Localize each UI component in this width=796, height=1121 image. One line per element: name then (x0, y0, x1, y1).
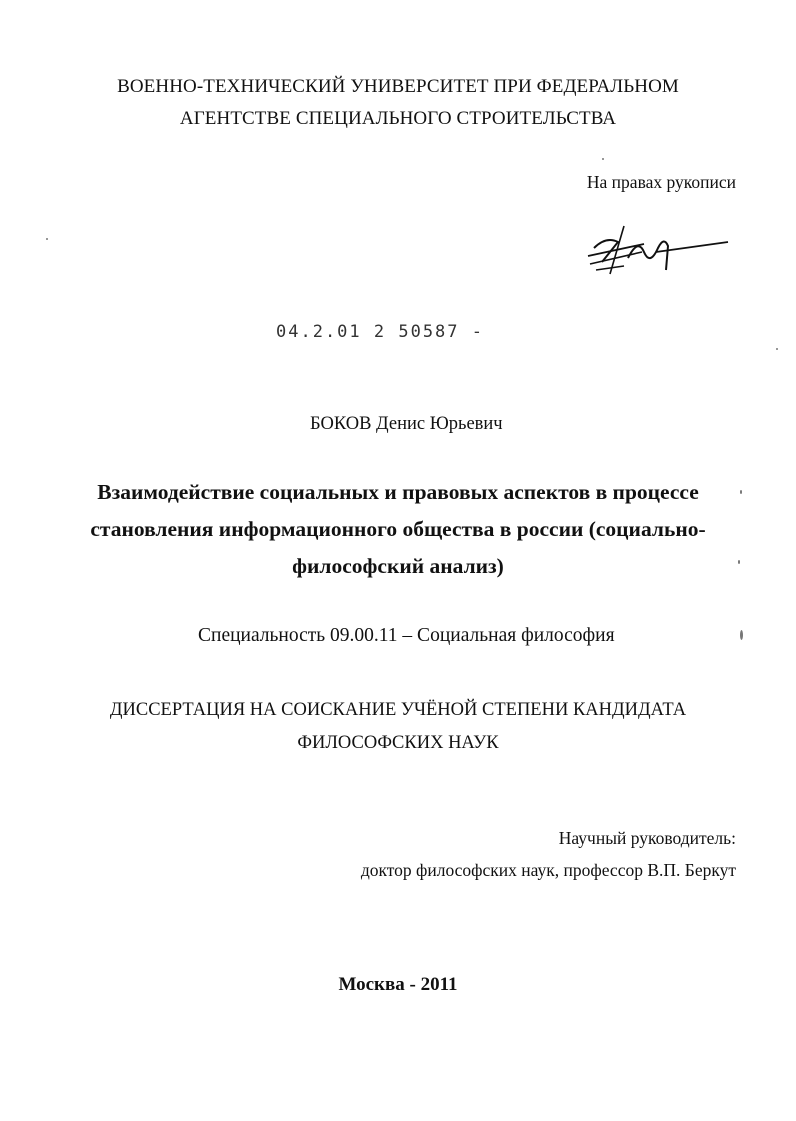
scan-speck (46, 238, 48, 240)
specialty: Специальность 09.00.11 – Социальная философия (198, 625, 615, 646)
scan-speck (740, 490, 742, 494)
institution-line-2: АГЕНТСТВЕ СПЕЦИАЛЬНОГО СТРОИТЕЛЬСТВА (179, 108, 617, 129)
dissertation-line-2: ФИЛОСОФСКИХ НАУК (297, 733, 499, 753)
scan-speck (776, 348, 778, 350)
dissertation-line-1: ДИССЕРТАЦИЯ НА СОИСКАНИЕ УЧЁНОЙ СТЕПЕНИ КАНДИДАТА (109, 700, 687, 720)
manuscript-note: На правах рукописи (586, 172, 736, 192)
institution-line-1: ВОЕННО-ТЕХНИЧЕСКИЙ УНИВЕРСИТЕТ ПРИ ФЕДЕРАЛЬНОМ (117, 76, 679, 97)
registration-number: 04.2.01 2 50587 - (276, 322, 484, 342)
scan-speck (602, 158, 604, 160)
author-name: БОКОВ Денис Юрьевич (310, 414, 503, 434)
scan-speck (738, 560, 740, 564)
supervisor-label: Научный руководитель: (558, 828, 736, 848)
scan-speck (740, 630, 743, 640)
title-line-3: философский анализ) (292, 554, 504, 578)
supervisor-name: доктор философских наук, профессор В.П. Беркут (360, 860, 736, 880)
title-line-2: становления информационного общества в россии (социально- (90, 517, 706, 541)
city-year: Москва - 2011 (338, 974, 458, 995)
title-line-1: Взаимодействие социальных и правовых аспектов в процессе (97, 480, 699, 504)
signature-icon (584, 218, 730, 278)
